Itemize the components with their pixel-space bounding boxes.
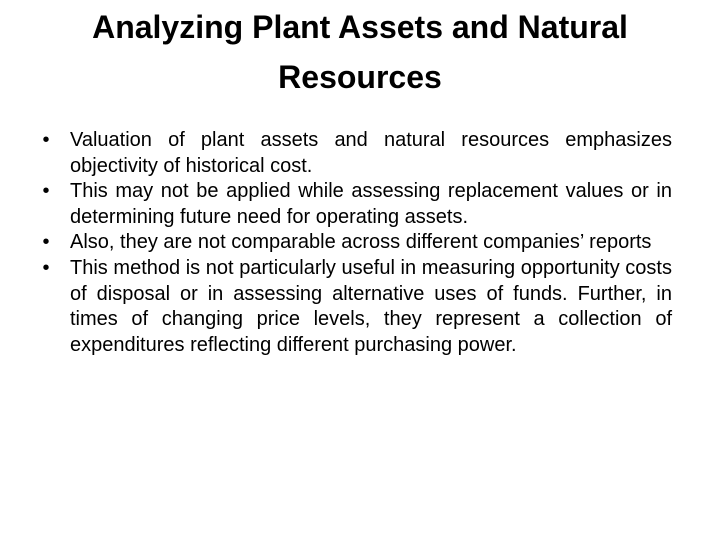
bullet-item [36,256,672,358]
bullet-dot-icon: • [42,231,50,254]
slide-title: Analyzing Plant Assets and Natural Resources [92,9,628,95]
bullet-text: Also, they are not comparable across different companies’ reports [70,231,652,254]
bullet-list [36,128,672,358]
bullet-text: Valuation of plant assets and natural resources emphasizes objectivity of historical cost. [70,129,672,177]
bullet-dot-icon: • [42,256,50,279]
bullet-text: This may not be applied while assessing replacement values or in determining future need for operating assets. [70,180,672,228]
bullet-dot-icon: • [42,180,50,203]
bullet-text: This method is not particularly useful in measuring opportunity costs of disposal or in assessing alternative uses of funds. Further, in times of changing price levels, they represent a collection of expenditures reflecting different purchasing power. [70,256,672,356]
bullet-item [36,128,672,179]
bullet-dot-icon: • [42,129,50,151]
bullet-item [36,179,672,230]
bullet-item [36,230,672,256]
